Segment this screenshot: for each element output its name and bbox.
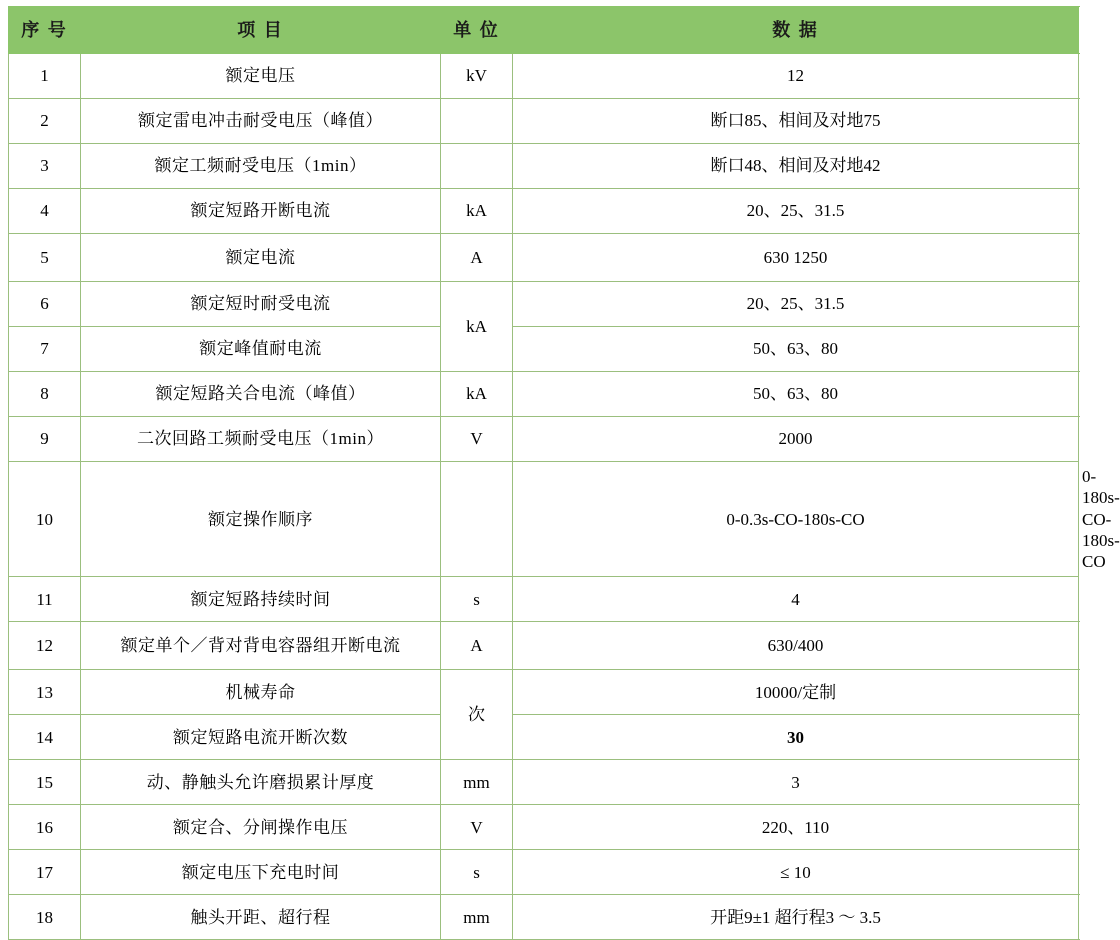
table-row (9, 670, 1079, 715)
table-row (9, 895, 1079, 940)
row-item: 额定单个／背对背电容器组开断电流 (81, 622, 441, 670)
row-unit: 次 (441, 670, 513, 760)
table-row (9, 805, 1079, 850)
row-item: 额定短路电流开断次数 (81, 715, 441, 760)
row-data: 2000 (513, 417, 1079, 462)
row-data: 12 (513, 54, 1079, 99)
row-unit: mm (441, 760, 513, 805)
row-item: 额定电压下充电时间 (81, 850, 441, 895)
row-item: 额定短时耐受电流 (81, 282, 441, 327)
table-row (9, 189, 1079, 234)
row-data: ≤ 10 (513, 850, 1079, 895)
header-row (9, 7, 1079, 54)
table-row (9, 577, 1079, 622)
row-number: 14 (9, 715, 81, 760)
row-unit: kA (441, 282, 513, 372)
row-number: 16 (9, 805, 81, 850)
table-row: 10 额定操作顺序 0-0.3s-CO-180s-CO 0-180s-CO-180s-CO (9, 462, 1079, 577)
table-row (9, 144, 1079, 189)
row-number: 1 (9, 54, 81, 99)
row-data: 3 (513, 760, 1079, 805)
row-number: 5 (9, 234, 81, 282)
row-data: 断口48、相间及对地42 (513, 144, 1079, 189)
row-data: 630/400 (513, 622, 1079, 670)
row-data-left: 0-0.3s-CO-180s-CO (513, 462, 1079, 577)
row-item: 额定操作顺序 (81, 462, 441, 577)
row-item: 额定电流 (81, 234, 441, 282)
table-row (9, 622, 1079, 670)
row-number: 13 (9, 670, 81, 715)
header-item: 项 目 (81, 7, 441, 54)
row-unit (441, 99, 513, 144)
row-number: 10 (9, 462, 81, 577)
specification-table (8, 6, 1120, 940)
row-unit: s (441, 850, 513, 895)
row-data: 20、25、31.5 (513, 189, 1079, 234)
row-data: 20、25、31.5 (513, 282, 1079, 327)
row-number: 7 (9, 327, 81, 372)
row-item: 机械寿命 (81, 670, 441, 715)
row-number: 9 (9, 417, 81, 462)
row-number: 12 (9, 622, 81, 670)
row-unit: V (441, 805, 513, 850)
row-item: 额定短路开断电流 (81, 189, 441, 234)
row-unit: kA (441, 372, 513, 417)
row-item: 额定合、分闸操作电压 (81, 805, 441, 850)
row-data: 30 (513, 715, 1079, 760)
row-data: 220、110 (513, 805, 1079, 850)
row-data: 4 (513, 577, 1079, 622)
row-item: 额定电压 (81, 54, 441, 99)
row-item: 额定雷电冲击耐受电压（峰值） (81, 99, 441, 144)
table-row (9, 54, 1079, 99)
row-data: 630 1250 (513, 234, 1079, 282)
table-header (9, 7, 1079, 54)
row-unit (441, 462, 513, 577)
table-row (9, 99, 1079, 144)
row-number: 8 (9, 372, 81, 417)
row-number: 17 (9, 850, 81, 895)
row-unit: kV (441, 54, 513, 99)
row-data: 50、63、80 (513, 372, 1079, 417)
row-unit: A (441, 234, 513, 282)
row-item: 额定工频耐受电压（1min） (81, 144, 441, 189)
row-unit: mm (441, 895, 513, 940)
row-data: 开距9±1 超行程3 ～ 3.5 (513, 895, 1079, 940)
table-row (9, 372, 1079, 417)
row-item: 动、静触头允许磨损累计厚度 (81, 760, 441, 805)
row-number: 3 (9, 144, 81, 189)
row-number: 2 (9, 99, 81, 144)
table-row (9, 282, 1079, 327)
row-number: 18 (9, 895, 81, 940)
table-row (9, 234, 1079, 282)
row-unit: V (441, 417, 513, 462)
row-item: 二次回路工频耐受电压（1min） (81, 417, 441, 462)
table-row (9, 760, 1079, 805)
row-number: 6 (9, 282, 81, 327)
header-unit: 单 位 (441, 7, 513, 54)
row-data: 断口85、相间及对地75 (513, 99, 1079, 144)
row-number: 15 (9, 760, 81, 805)
row-item: 额定短路关合电流（峰值） (81, 372, 441, 417)
row-item: 触头开距、超行程 (81, 895, 441, 940)
table-row (9, 850, 1079, 895)
row-number: 11 (9, 577, 81, 622)
row-data: 50、63、80 (513, 327, 1079, 372)
row-number: 4 (9, 189, 81, 234)
table-row (9, 417, 1079, 462)
header-serial: 序 号 (9, 7, 81, 54)
row-unit: A (441, 622, 513, 670)
table-row (9, 715, 1079, 760)
row-item: 额定峰值耐电流 (81, 327, 441, 372)
table-body (9, 54, 1120, 940)
row-unit: s (441, 577, 513, 622)
header-data: 数 据 (513, 7, 1079, 54)
table-row (9, 327, 1079, 372)
row-data: 10000/定制 (513, 670, 1079, 715)
row-unit (441, 144, 513, 189)
row-unit: kA (441, 189, 513, 234)
row-item: 额定短路持续时间 (81, 577, 441, 622)
